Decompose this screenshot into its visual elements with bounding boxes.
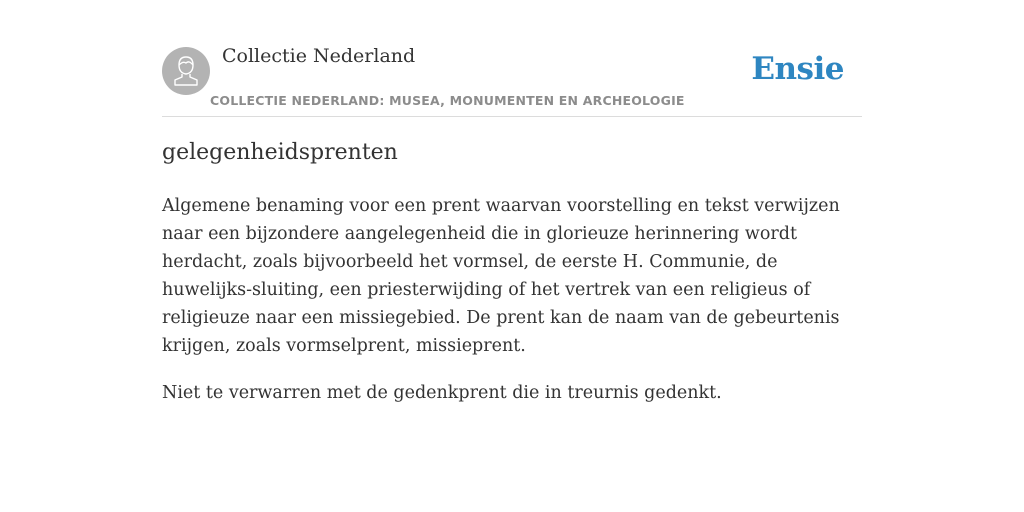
note-paragraph: Niet te verwarren met de gedenkprent die in treurnis gedenkt.: [162, 383, 722, 403]
header: [162, 0, 862, 117]
brand-logo[interactable]: Ensie: [751, 51, 844, 87]
term-title: gelegenheidsprenten: [162, 140, 398, 165]
article-body: [162, 192, 862, 426]
content-container: [162, 0, 862, 403]
collection-link[interactable]: COLLECTIE NEDERLAND: MUSEA, MONUMENTEN EN ARCHEOLOGIE: [210, 93, 685, 108]
user-silhouette-icon: [162, 47, 210, 95]
avatar[interactable]: [162, 47, 210, 95]
author-name[interactable]: Collectie Nederland: [222, 45, 416, 67]
definition-paragraph: Algemene benaming voor een prent waarvan voorstelling en tekst verwijzen naar een bijzondere aangelegenheid die in glorieuze herinnering wordt herdacht, zoals bijvoorbeeld het vormsel, de eerste H. Communie, de huwelijks-sluiting, een priesterwijding of het vertrek van een religieus of religieuze naar een missiegebied. De prent kan de naam van de gebeurtenis krijgen, zoals vormselprent, missieprent.: [162, 196, 840, 356]
